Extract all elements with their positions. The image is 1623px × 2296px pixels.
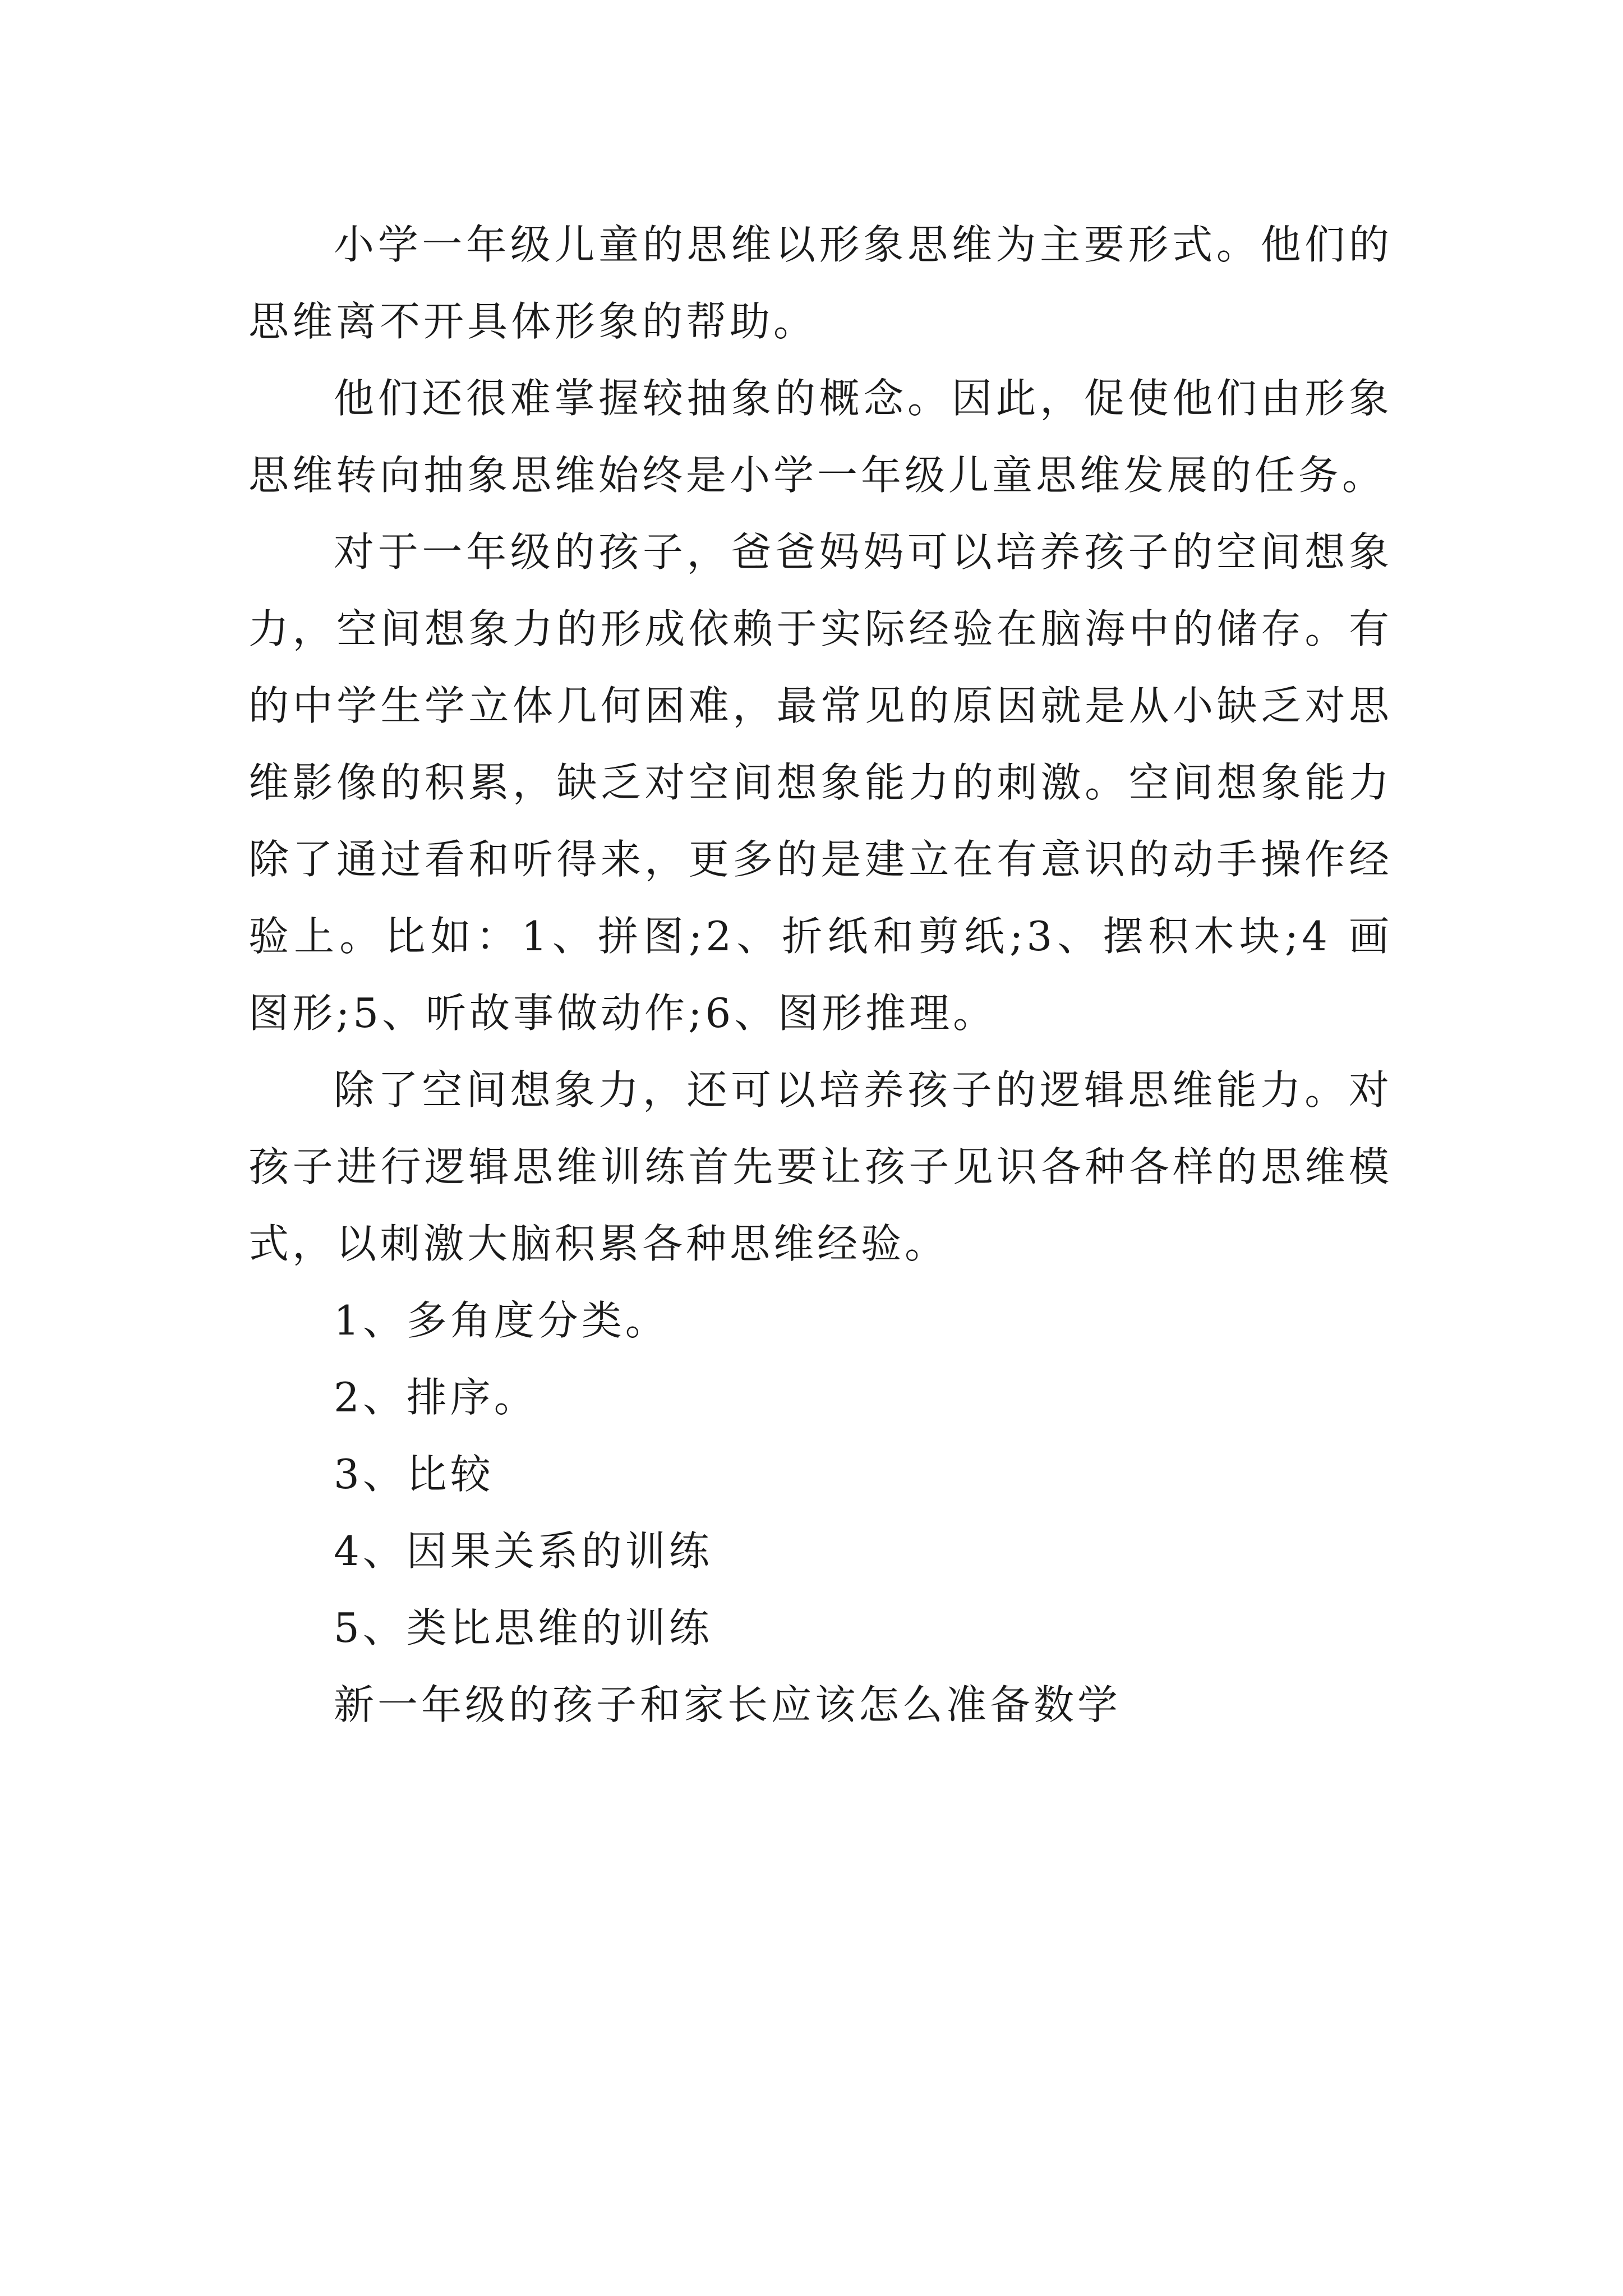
list-item-cause-effect: 4、因果关系的训练: [334, 1527, 713, 1575]
paragraph-spatial-imagination: 对于一年级的孩子，爸爸妈妈可以培养孩子的空间想象力，空间想象力的形成依赖于实际经验在脑海中的储存。有的中学生学立体几何困难，最常见的原因就是从小缺乏对思维影像的积累，缺乏对空间想象能力的刺激。空间想象能力除了通过看和听得来，更多的是建立在有意识的动手操作经验上。比如：1、拼图;2、折纸和剪纸;3、摆积木块;4 画图形;5、听故事做动作;6、图形推理。: [248, 528, 1393, 1037]
list-item-ordering: 2、排序。: [334, 1374, 538, 1421]
paragraph-intro: 小学一年级儿童的思维以形象思维为主要形式。他们的思维离不开具体形象的帮助。: [248, 221, 1393, 345]
list-item-classification: 1、多角度分类。: [334, 1297, 669, 1344]
list-item-analogy: 5、类比思维的训练: [334, 1604, 713, 1651]
list-item-comparison: 3、比较: [334, 1451, 494, 1498]
paragraph-abstract-concepts: 他们还很难掌握较抽象的概念。因此，促使他们由形象思维转向抽象思维始终是小学一年级儿童思维发展的任务。: [248, 375, 1393, 499]
document-body: [248, 206, 1393, 1743]
paragraph-closing-heading: 新一年级的孩子和家长应该怎么准备数学: [334, 1681, 1122, 1728]
paragraph-logical-thinking: 除了空间想象力，还可以培养孩子的逻辑思维能力。对孩子进行逻辑思维训练首先要让孩子见识各种各样的思维模式，以刺激大脑积累各种思维经验。: [248, 1066, 1393, 1267]
